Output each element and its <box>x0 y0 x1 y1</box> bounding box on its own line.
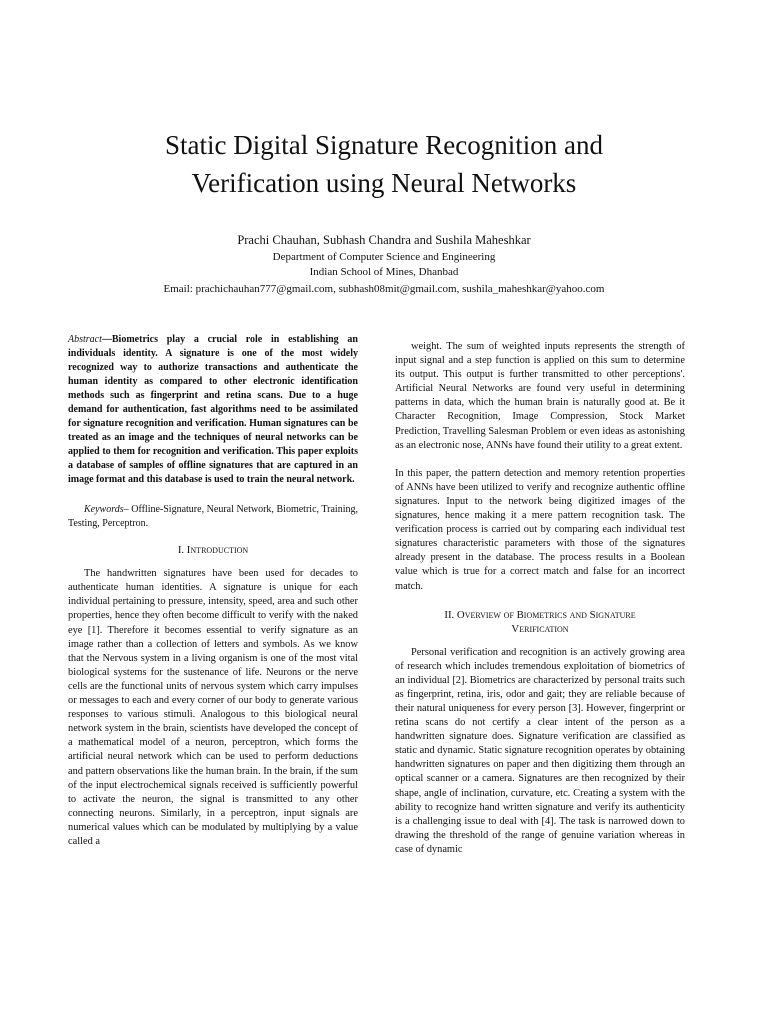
right-paragraph-1: weight. The sum of weighted inputs represents the strength of input signal and a step function is applied on this sum to determine its output. This output is further transmitted to other perceptions'. Artificial Neural Networks are found very useful in determining patterns in data, which the human brain is naturally good at. Be it Character Recognition, Image Compression, Stock Market Prediction, Travelling Salesman Problem or even ideas as astonishing as an electronic nose, ANNs have found their utility to a great extent. <box>395 341 685 451</box>
section-1-heading: I. Introduction <box>177 544 249 557</box>
keywords-body: – Offline-Signature, Neural Network, Biometric, Training, Testing, Perceptron. <box>68 504 358 530</box>
title-line-1: Static Digital Signature Recognition and <box>165 130 603 160</box>
abstract-dash: — <box>101 334 112 345</box>
keywords-lead: Keywords <box>84 504 124 515</box>
section-2-heading <box>395 608 685 636</box>
abstract-lead: Abstract <box>68 334 102 345</box>
department: Department of Computer Science and Engineering <box>272 251 496 263</box>
section-1-paragraph: The handwritten signatures have been used for decades to authenticate human identities. A signature is unique for each individual pertaining to pressure, intensity, speed, area and such other properties, hence they often become difficult to verify with the naked eye [1]. Therefore it becomes essential to verify signature as an image rather than a collection of letters and symbols. As we know that the Nervous system in a living organism is one of the most vital biological systems for the sustenance of life. Neurons or the nerve cells are the functional units of nervous system which carry impulses or messages to each and every corner of our body to generate various responses to various stimuli. Analogous to this biological neural network system in the brain, scientists have developed the concept of a mathematical model of a neuron, perceptron, which forms the artificial neural network which can be used to perform deductions and pattern observations like the human brain. In the brain, if the sum of the input electrochemical signals received is sufficiently powerful to activate the neuron, the signal is transmitted to any other connecting neurons. Similarly, in a perceptron, input signals are numerical values which can be modulated by multiplying by a value called a <box>68 568 358 847</box>
abstract-body: Biometrics play a crucial role in establishing an individuals identity. A signature is one of the most widely recognized way to authorize transactions and authenticate the human identity as compared to other electronic identification methods such as fingerprint and retina scans. Due to a huge demand for authentication, fast algorithms need to be assimilated for signature recognition and verification. Human signatures can be treated as an image and the techniques of neural networks can be applied to them for recognition and verification. This paper exploits a database of samples of offline signatures that are captured in an image format and this database is used to train the neural network. <box>68 334 358 485</box>
left-column <box>68 333 358 849</box>
title-line-2: Verification using Neural Networks <box>191 168 577 198</box>
email-line: Email: prachichauhan777@gmail.com, subhash08mit@gmail.com, sushila_maheshkar@yahoo.com <box>163 283 605 295</box>
keywords <box>68 503 358 531</box>
section-2-paragraph: Personal verification and recognition is an actively growing area of research which includes tremendous exploitation of biometrics of an individual [2]. Biometrics are characterized by personal traits such as fingerprint, retina, iris, odor and gait; they are reliable because of their natural uniqueness for every person [3]. However, fingerprint or retina scans do not certify a clear intent of the person as a handwritten signature does. Signature verification are classified as static and dynamic. Static signature recognition operates by obtaining handwritten signatures on paper and then digitizing them through an optical scanner or a camera. Signatures are then recognized by their shape, angle of inclination, curvature, etc. Creating a system with the ability to recognize hand written signature and verify its authenticity is a challenging issue to deal with [4]. The task is narrowed down to drawing the threshold of the range of genuine variation whereas in case of dynamic <box>395 646 685 855</box>
section-2-heading-line-1: II. Overview of Biometrics and Signature <box>444 608 636 621</box>
abstract <box>68 333 358 487</box>
paper-title <box>60 126 708 202</box>
right-paragraph-2: In this paper, the pattern detection and memory retention properties of ANNs have been utilized to verify and recognize authentic offline signatures. Input to the network being digitized images of the signatures, hence making it a mere pattern recognition task. The verification process is carried out by comparing each individual test signatures characteristic parameters with those of the signatures already present in the database. The process results in a Boolean value which is true for a correct match and false for an incorrect match. <box>395 467 685 592</box>
right-column <box>395 340 685 857</box>
author-list: Prachi Chauhan, Subhash Chandra and Sushila Maheshkar <box>237 233 531 247</box>
section-2-heading-line-2: Verification <box>511 622 569 635</box>
institute: Indian School of Mines, Dhanbad <box>309 266 459 278</box>
